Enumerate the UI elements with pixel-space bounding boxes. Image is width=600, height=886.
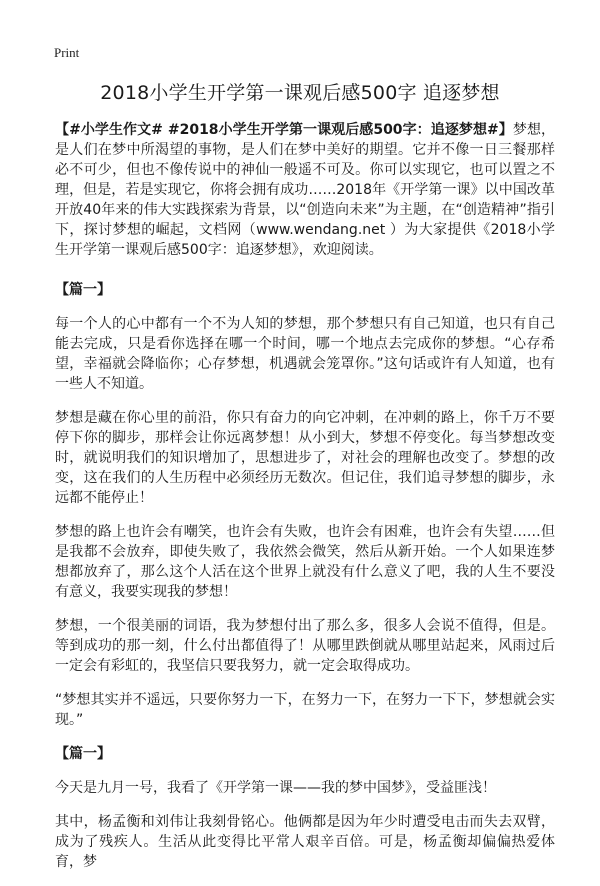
article-body	[55, 120, 555, 886]
paragraph: 梦想的路上也许会有嘲笑，也许会有失败，也许会有困难，也许会有失望……但是我都不会放弃，即使失败了，我依然会微笑，然后从新开始。一个人如果连梦想都放弃了，那么这个人活在这个世界上就没有什么意义了吧，我的人生不要没有意义，我要实现我的梦想！	[55, 524, 555, 600]
paragraph: 其中，杨孟衡和刘伟让我刻骨铭心。他俩都是因为年少时遭受电击而失去双臂，成为了残疾人。生活从此变得比平常人艰辛百倍。可是，杨孟衡却偏偏热爱体育，梦	[55, 814, 555, 870]
print-link[interactable]: Print	[54, 45, 80, 60]
intro-tag: 【#小学生作文# #2018小学生开学第一课观后感500字：追逐梦想#】	[55, 122, 513, 138]
paragraph: 今天是九月一号，我看了《开学第一课——我的梦中国梦》，受益匪浅！	[55, 780, 496, 796]
page-title: 2018小学生开学第一课观后感500字 追逐梦想	[100, 82, 500, 104]
intro-text: 梦想，是人们在梦中所渴望的事物，是人们在梦中美好的期望。它并不像一日三餐那样必不可少，但也不像传说中的神仙一般遥不可及。你可以实现它，也可以置之不理，但是，若是实现它，你将会拥有成功……2018年《开学第一课》以中国改革开放40年来的伟大实践探索为背景，以“创造向未来”为主题，在“创造精神”指引下，探讨梦想的崛起，文档网（www.wendang.net ）为大家提供《2018小学生开学第一课观后感500字：追逐梦想》，欢迎阅读。	[55, 122, 556, 258]
section-heading: 【篇一】	[55, 282, 111, 298]
section-heading: 【篇一】	[55, 746, 111, 762]
intro-paragraph	[55, 120, 555, 260]
paragraph: “梦想其实并不遥远，只要你努力一下，在努力一下，在努力一下下，梦想就会实现。”	[55, 692, 555, 728]
paragraph: 每一个人的心中都有一个不为人知的梦想，那个梦想只有自己知道，也只有自己能去完成，只是看你选择在哪一个时间，哪一个地点去完成你的梦想。“心存希望，幸福就会降临你；心存梦想，机遇就会笼罩你。”这句话或许有人知道，也有一些人不知道。	[55, 316, 555, 392]
paragraph: 梦想是藏在你心里的前沿，你只有奋力的向它冲刺，在冲刺的路上，你千万不要停下你的脚步，那样会让你远离梦想！从小到大，梦想不停变化。每当梦想改变时，就说明我们的知识增加了，思想进步了，对社会的理解也改变了。梦想的改变，这在我们的人生历程中必须经历无数次。但记住，我们追寻梦想的脚步，永远都不能停止！	[55, 410, 555, 506]
paragraph: 梦想，一个很美丽的词语，我为梦想付出了那么多，很多人会说不值得，但是。等到成功的那一刻，什么付出都值得了！从哪里跌倒就从哪里站起来，风雨过后一定会有彩虹的，我坚信只要我努力，就一定会取得成功。	[55, 618, 555, 674]
